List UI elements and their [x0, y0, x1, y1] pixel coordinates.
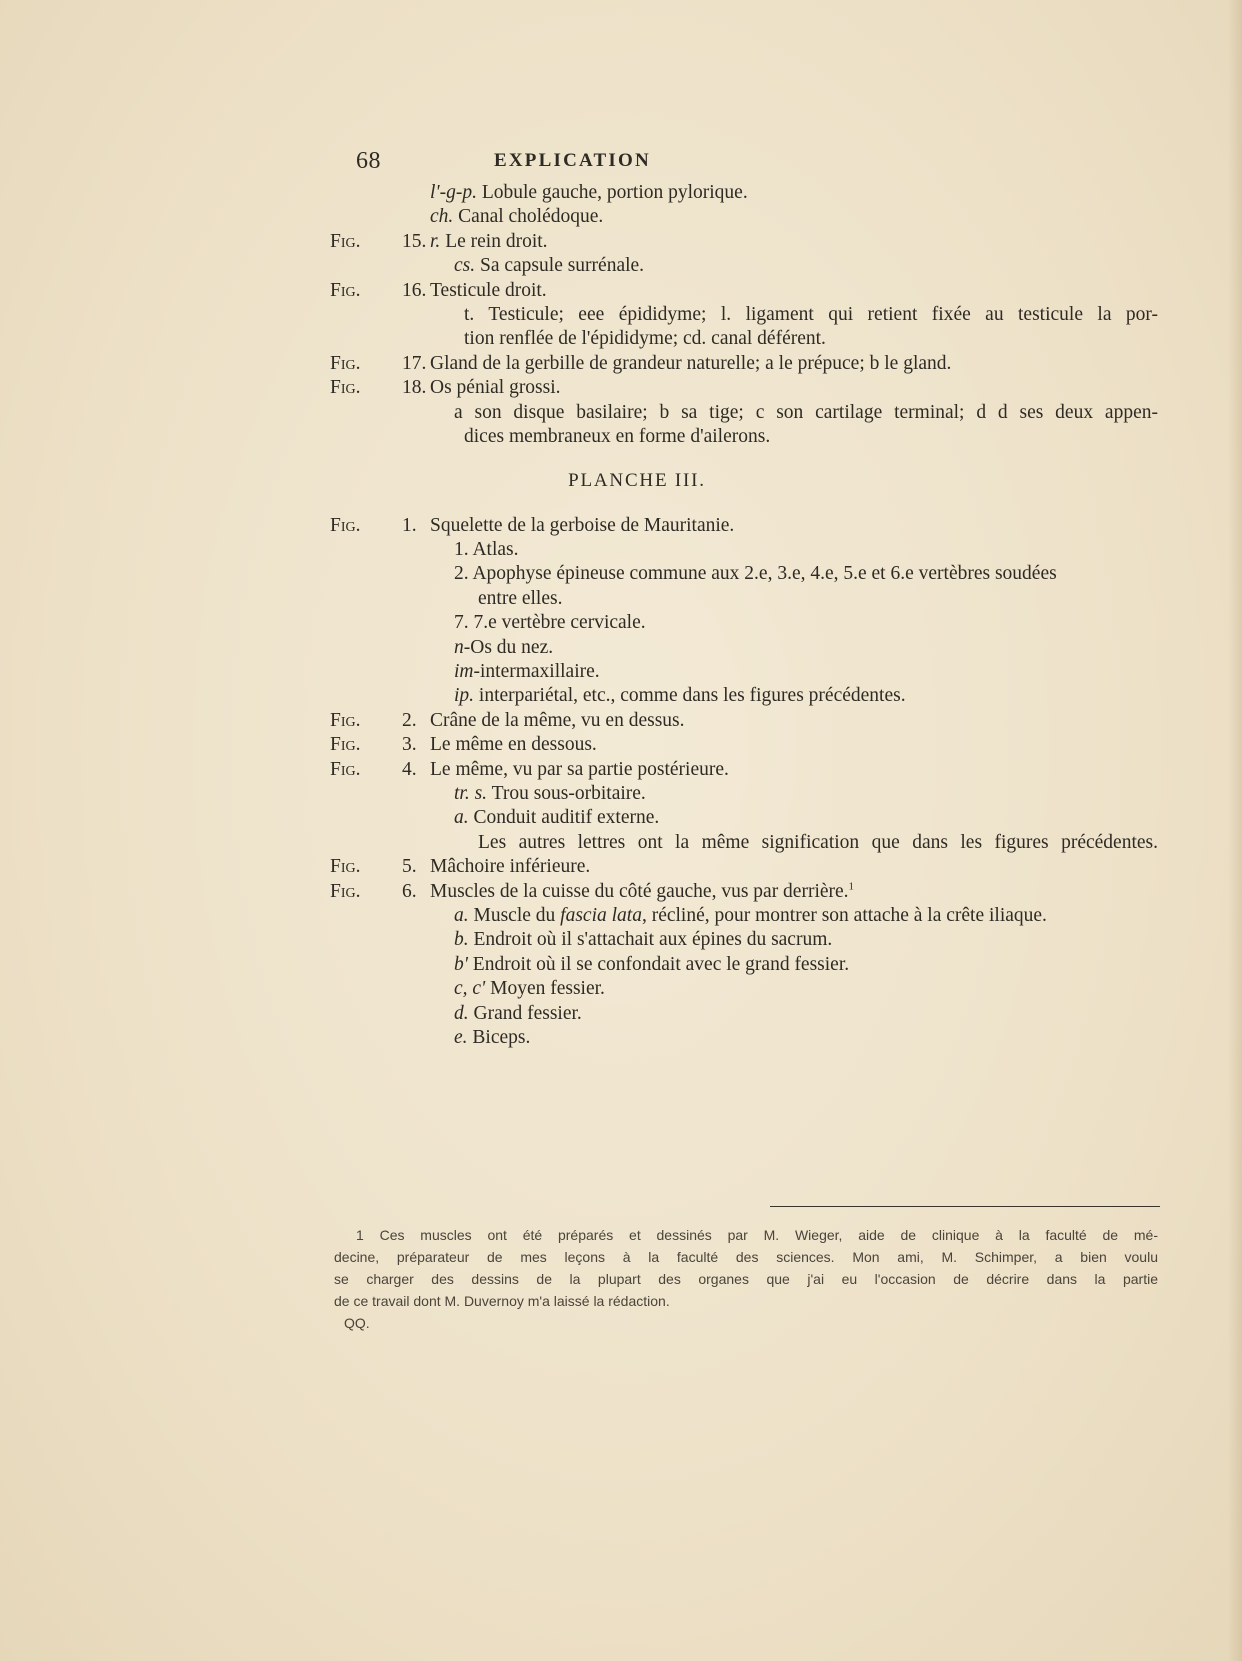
entry-text: Mâchoire inférieure. — [430, 856, 591, 878]
fig-label: Fig. — [330, 377, 361, 399]
entry-text: Canal cholédoque. — [458, 206, 604, 228]
entry-text: Testicule droit. — [430, 279, 547, 301]
entry-text: Squelette de la gerboise de Mauritanie. — [430, 514, 735, 536]
fig-number: 6. — [402, 880, 417, 902]
entry-line — [0, 425, 1242, 449]
entry-label: e. — [454, 1026, 468, 1048]
footnote-rule — [770, 1206, 1160, 1207]
entry-text: Os pénial grossi. — [430, 377, 561, 399]
entry-line — [0, 684, 1242, 708]
entry-text: Apophyse épineuse commune aux 2.e, 3.e, 4.e, 5.e et 6.e vertèbres soudées — [472, 563, 1057, 585]
footnote-line: de ce travail dont M. Duvernoy m'a laissé la rédaction. — [334, 1293, 670, 1309]
entry-line — [0, 636, 1242, 660]
entry-text: interpariétal, etc., comme dans les figures précédentes. — [478, 685, 906, 707]
entry-line — [0, 303, 1242, 327]
fig-16-line — [0, 279, 1242, 303]
entry-text: Le même, vu par sa partie postérieure. — [430, 758, 729, 780]
entry-line — [0, 953, 1242, 977]
entry-line — [0, 562, 1242, 586]
entry-line — [0, 977, 1242, 1001]
entry-label: cs. — [454, 255, 476, 277]
entry-label: r. — [430, 230, 441, 252]
entry-label: n- — [454, 636, 471, 658]
fig-label: Fig. — [330, 758, 361, 780]
entry-text: Crâne de la même, vu en dessus. — [430, 709, 685, 731]
entry-text: Les autres lettres ont la même signification que dans les figures précédentes. — [478, 831, 1158, 853]
entry-text: , récliné, pour montrer son attache à la crête iliaque. — [641, 904, 1047, 926]
entry-line — [0, 587, 1242, 611]
entry-text: a son disque basilaire; b sa tige; c son cartilage terminal; d d ses deux appen- — [454, 401, 1158, 423]
entry-text: t. Testicule; eee épididyme; l. ligament qui retient fixée au testicule la por- — [464, 303, 1158, 325]
page-number: 68 — [356, 148, 381, 174]
entry-label: c, c' — [454, 978, 486, 1000]
entry-text: Muscles de la cuisse du côté gauche, vus par derrière. — [430, 880, 849, 902]
entry-label: a. — [454, 807, 469, 829]
entry-text: Le rein droit. — [445, 230, 548, 252]
entry-text: Endroit où il s'attachait aux épines du sacrum. — [473, 929, 833, 951]
entry-line — [0, 660, 1242, 684]
entry-label: d. — [454, 1002, 469, 1024]
fig-number: 3. — [402, 734, 417, 756]
fig-label: Fig. — [330, 230, 361, 252]
entry-label: 1. — [454, 539, 469, 561]
entry-label: a. — [454, 904, 469, 926]
fig-number: 4. — [402, 758, 417, 780]
entry-line — [0, 904, 1242, 928]
footnote-line: se charger des dessins de la plupart des organes que j'ai eu l'occasion de décrire dans la partie — [334, 1271, 1158, 1287]
entry-label: 7. — [454, 612, 469, 634]
entry-text: Sa capsule surrénale. — [480, 255, 645, 277]
fig-number: 5. — [402, 856, 417, 878]
entry-line — [0, 401, 1242, 425]
entry-line — [0, 806, 1242, 830]
entry-text: Le même en dessous. — [430, 734, 597, 756]
entry-label: 2. — [454, 563, 469, 585]
entry-text: Muscle du — [473, 904, 561, 926]
entry-line — [0, 327, 1242, 351]
footnote-reference[interactable]: 1 — [848, 880, 855, 893]
fig-number: 1. — [402, 514, 417, 536]
entry-text: Endroit où il se confondait avec le grand fessier. — [472, 953, 850, 975]
entry-text-italic: fascia lata — [560, 904, 642, 926]
footnote — [334, 1224, 1158, 1334]
fig-17-line — [0, 352, 1242, 376]
entry-text: Moyen fessier. — [490, 978, 605, 1000]
fig-number: 18. — [402, 377, 427, 399]
entry-text: 7.e vertèbre cervicale. — [473, 612, 646, 634]
entry-line — [0, 831, 1242, 855]
entry-text: Grand fessier. — [473, 1002, 582, 1024]
entry-label: b. — [454, 929, 469, 951]
entry-text: Os du nez. — [470, 636, 554, 658]
entry-label: tr. s. — [454, 782, 488, 804]
fig-label: Fig. — [330, 734, 361, 756]
entry-label: b' — [454, 953, 468, 975]
plate-fig-5-line — [0, 855, 1242, 879]
entry-label: ip. — [454, 685, 475, 707]
entry-line — [0, 254, 1242, 278]
entry-line — [0, 1002, 1242, 1026]
entry-text: intermaxillaire. — [480, 661, 600, 683]
fig-number: 17. — [402, 352, 427, 374]
fig-15-line — [0, 230, 1242, 254]
signature-mark: QQ. — [344, 1315, 370, 1331]
running-head: EXPLICATION — [494, 150, 651, 171]
fig-label: Fig. — [330, 709, 361, 731]
fig-number: 16. — [402, 279, 427, 301]
entry-line — [0, 782, 1242, 806]
entry-line — [0, 928, 1242, 952]
entry-text: tion renflée de l'épididyme; cd. canal déférent. — [464, 328, 826, 350]
fig-label: Fig. — [330, 279, 361, 301]
entry-text: Lobule gauche, portion pylorique. — [481, 182, 748, 203]
plate-fig-1-line — [0, 514, 1242, 538]
entry-text: Trou sous-orbitaire. — [491, 782, 646, 804]
plate-fig-4-line — [0, 758, 1242, 782]
entry-text: entre elles. — [478, 587, 563, 609]
explication-text — [0, 181, 1242, 1050]
entry-text: Atlas. — [472, 539, 519, 561]
fig-number: 2. — [402, 709, 417, 731]
entry-text: Gland de la gerbille de grandeur naturelle; a le prépuce; b le gland. — [430, 352, 952, 374]
entry-text: Conduit auditif externe. — [473, 807, 660, 829]
fig-label: Fig. — [330, 352, 361, 374]
page-header — [0, 148, 1242, 174]
fig-label: Fig. — [330, 880, 361, 902]
entry-line — [0, 205, 1242, 229]
entry-text: Biceps. — [472, 1026, 531, 1048]
fig-number: 15. — [402, 230, 427, 252]
entry-line — [0, 181, 1242, 205]
plate-fig-3-line — [0, 733, 1242, 757]
entry-line — [0, 611, 1242, 635]
footnote-line: decine, préparateur de mes leçons à la faculté des sciences. Mon ami, M. Schimper, a bien voulu — [334, 1249, 1158, 1265]
fig-18-line — [0, 376, 1242, 400]
plate-fig-6-line — [0, 880, 1242, 904]
entry-text: dices membraneux en forme d'ailerons. — [464, 425, 771, 447]
plate-title: PLANCHE III. — [568, 470, 706, 492]
fig-label: Fig. — [330, 856, 361, 878]
entry-label: ch. — [430, 206, 454, 228]
fig-label: Fig. — [330, 514, 361, 536]
entry-line — [0, 538, 1242, 562]
entry-label: l'-g-p. — [430, 182, 477, 203]
entry-label: im- — [454, 661, 480, 683]
plate-fig-2-line — [0, 709, 1242, 733]
footnote-line: 1 Ces muscles ont été préparés et dessinés par M. Wieger, aide de clinique à la faculté de mé- — [356, 1227, 1158, 1243]
entry-line — [0, 1026, 1242, 1050]
